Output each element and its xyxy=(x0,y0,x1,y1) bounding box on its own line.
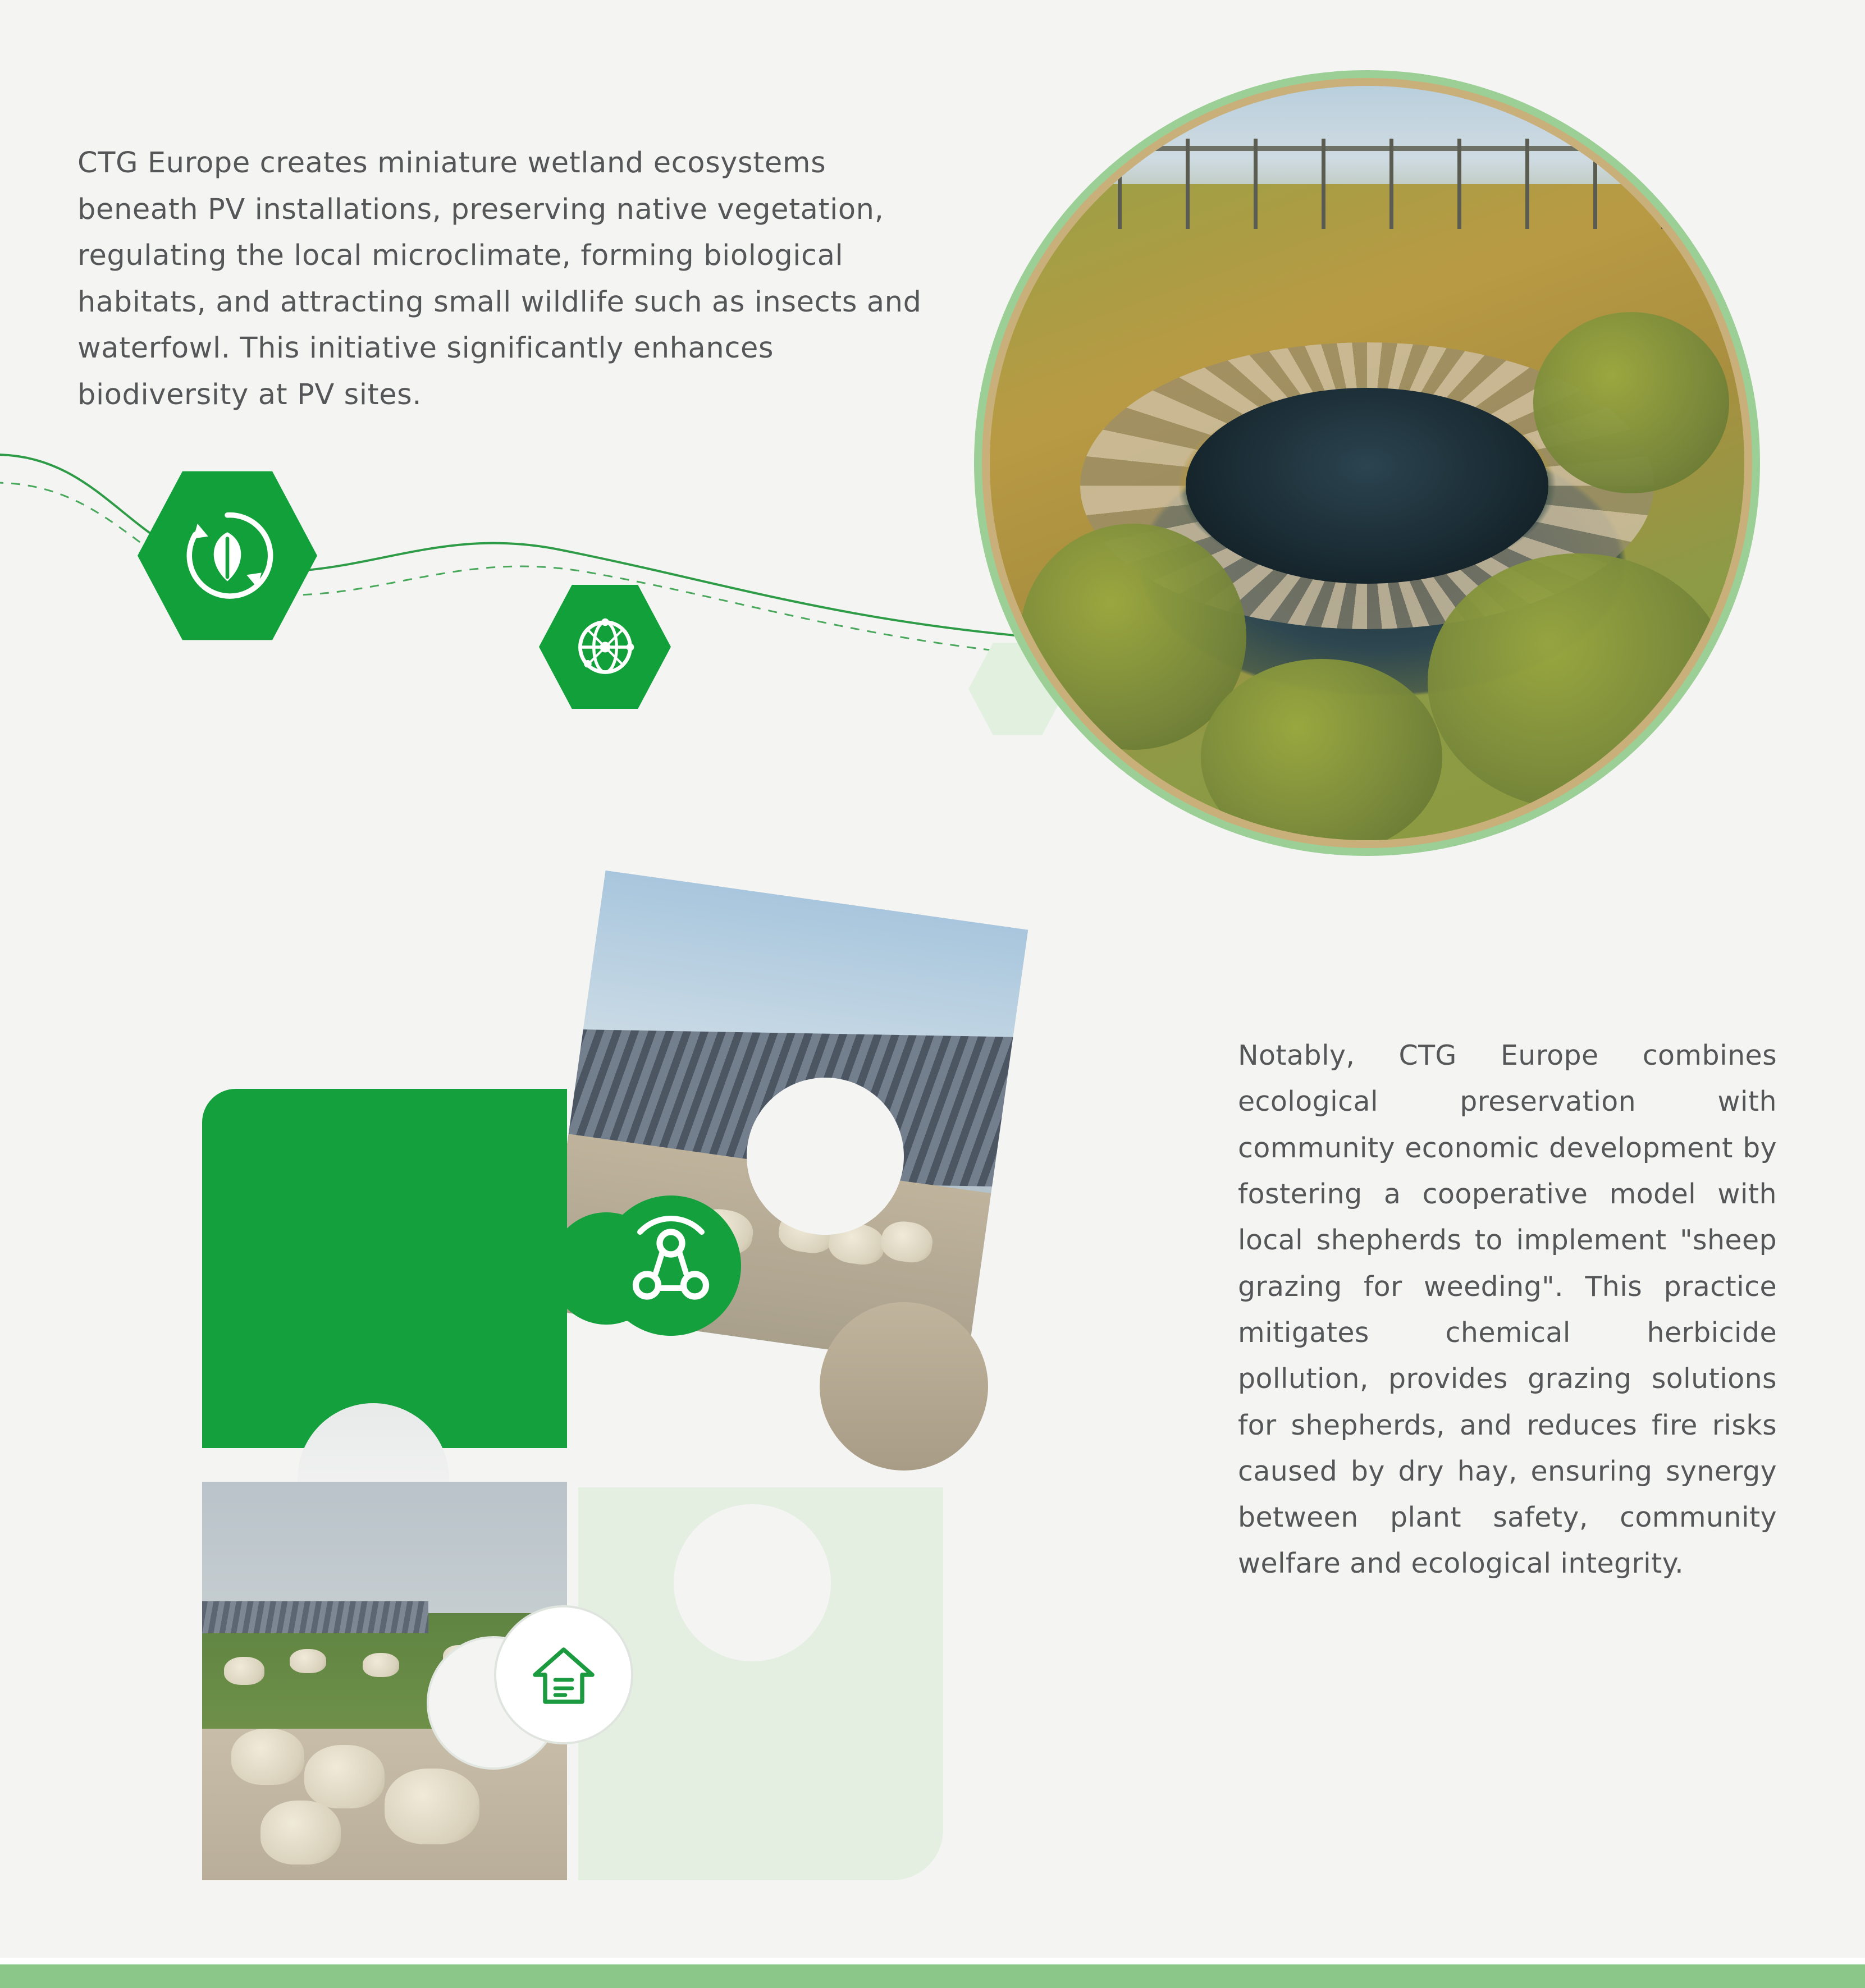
pond-bush-2 xyxy=(1428,553,1730,810)
puzzle-piece-green xyxy=(202,1089,567,1448)
badge-community-nodes xyxy=(601,1195,741,1336)
top-paragraph: CTG Europe creates miniature wetland ecosystems beneath PV installations, preserving native vegetation, regulating the local microclimate, forming biological habitats, and attracting small wildlife such as insects and waterfowl. This initiative significantly enhances biodiversity at PV sites. xyxy=(77,146,922,412)
home-document-icon xyxy=(522,1633,606,1717)
decor-hexagon-pale-1 xyxy=(660,587,758,685)
globe-network-icon xyxy=(567,609,643,685)
badge-leaf-recycle xyxy=(138,466,317,645)
pond-pv-posts xyxy=(990,139,1744,229)
badge-home-document xyxy=(494,1605,633,1744)
bottom-paragraph: Notably, CTG Europe combines ecological preservation with community economic development by fostering a cooperative model with local shepherds to implement "sheep grazing for weeding". This practice mitigates chemical herbicide pollution, provides grazing solutions for shepherds, and reduces fire risks caused by dry hay, ensuring synergy between plant safety, community welfare and ecological integrity. xyxy=(1238,1039,1777,1580)
community-nodes-icon xyxy=(601,1195,741,1336)
puzzle-collage xyxy=(185,898,1151,1903)
bottom-bar xyxy=(0,1964,1865,1988)
photo-wetland-pond-inner xyxy=(990,86,1744,840)
photo-knob-ground xyxy=(820,1302,988,1471)
photo-wetland-pond xyxy=(974,70,1760,856)
leaf-recycle-icon xyxy=(174,502,281,609)
badge-globe-network xyxy=(539,581,671,713)
puzzle-hole-pale xyxy=(674,1504,831,1661)
pond-bush-4 xyxy=(1533,312,1729,493)
pond-water xyxy=(1186,388,1548,584)
bottom-bar-white-line xyxy=(0,1958,1865,1964)
puzzle-hole-top xyxy=(747,1078,904,1235)
